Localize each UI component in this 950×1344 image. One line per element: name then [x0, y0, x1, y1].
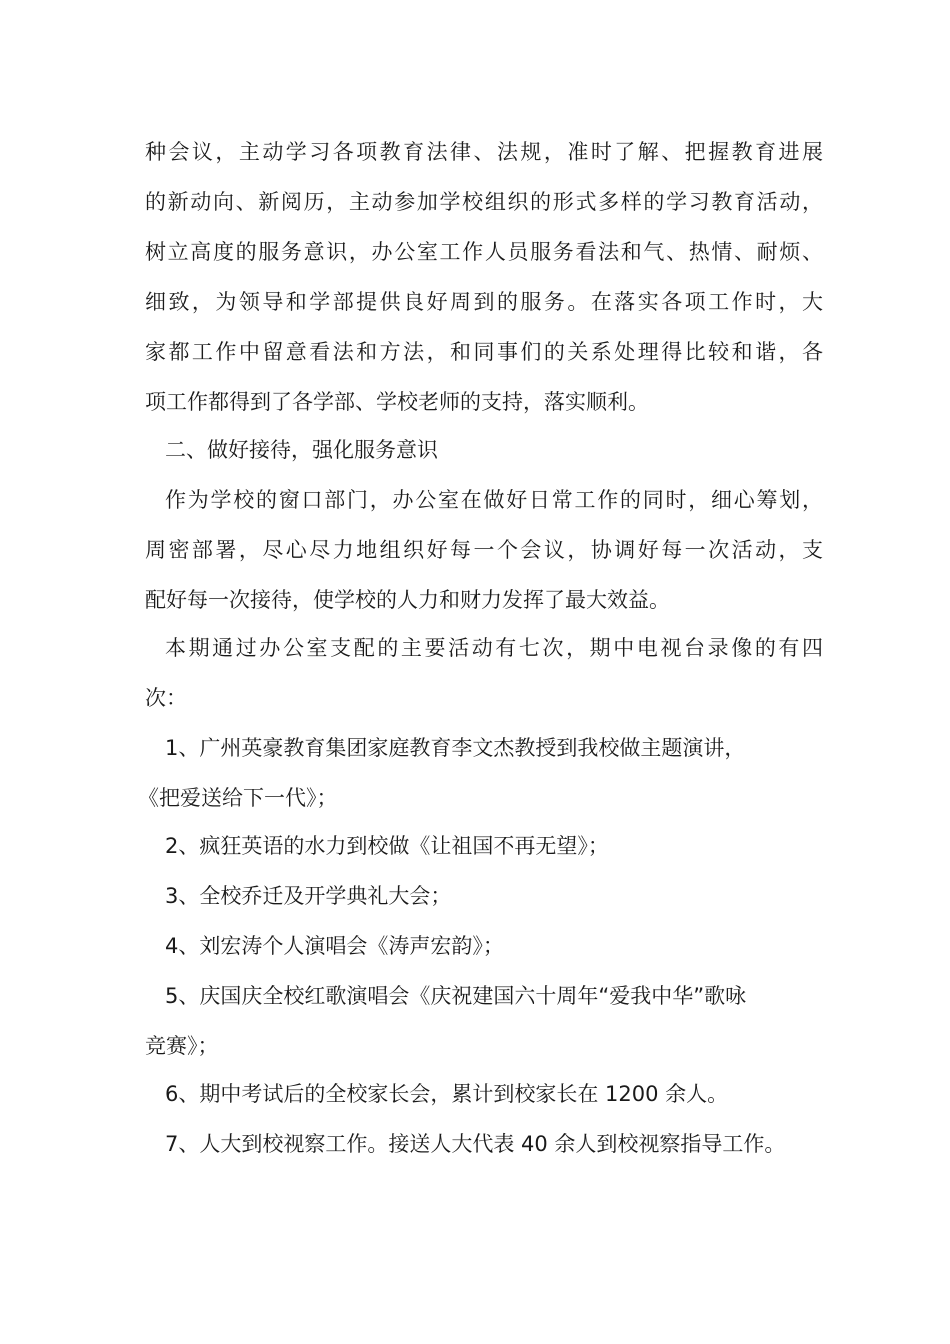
list-item: 1、广州英豪教育集团家庭教育李文杰教授到我校做主题演讲，	[165, 736, 746, 760]
list-item-continuation: 竞赛》；	[145, 1034, 219, 1058]
paragraph-line: 作为学校的窗口部门，办公室在做好日常工作的同时，细心筹划，	[165, 488, 823, 512]
paragraph-line: 家都工作中留意看法和方法，和同事们的关系处理得比较和谐，各	[145, 340, 823, 364]
list-item: 5、庆国庆全校红歌演唱会《庆祝建国六十周年“爱我中华”歌咏	[165, 984, 747, 1008]
list-item: 6、期中考试后的全校家长会，累计到校家长在 1200 余人。	[165, 1082, 729, 1106]
paragraph-line: 周密部署，尽心尽力地组织好每一个会议，协调好每一次活动，支	[145, 538, 823, 562]
list-item: 7、人大到校视察工作。接送人大代表 40 余人到校视察指导工作。	[165, 1132, 786, 1156]
section-heading: 二、做好接待，强化服务意识	[165, 438, 438, 462]
list-item-continuation: 《把爱送给下一代》；	[138, 786, 338, 810]
paragraph-line: 种会议，主动学习各项教育法律、法规，准时了解、把握教育进展	[145, 140, 823, 164]
paragraph-line: 本期通过办公室支配的主要活动有七次，期中电视台录像的有四	[165, 636, 823, 660]
list-item: 2、疯狂英语的水力到校做《让祖国不再无望》；	[165, 834, 609, 858]
paragraph-line: 树立高度的服务意识，办公室工作人员服务看法和气、热情、耐烦、	[145, 240, 823, 264]
list-item: 3、全校乔迁及开学典礼大会；	[165, 884, 452, 908]
paragraph-line: 次：	[145, 686, 187, 710]
list-item: 4、刘宏涛个人演唱会《涛声宏韵》；	[165, 934, 504, 958]
paragraph-line: 项工作都得到了各学部、学校老师的支持，落实顺利。	[145, 390, 649, 414]
paragraph-line: 细致，为领导和学部提供良好周到的服务。在落实各项工作时，大	[145, 290, 823, 314]
paragraph-line: 的新动向、新阅历，主动参加学校组织的形式多样的学习教育活动，	[145, 190, 823, 214]
paragraph-line: 配好每一次接待，使学校的人力和财力发挥了最大效益。	[145, 588, 670, 612]
